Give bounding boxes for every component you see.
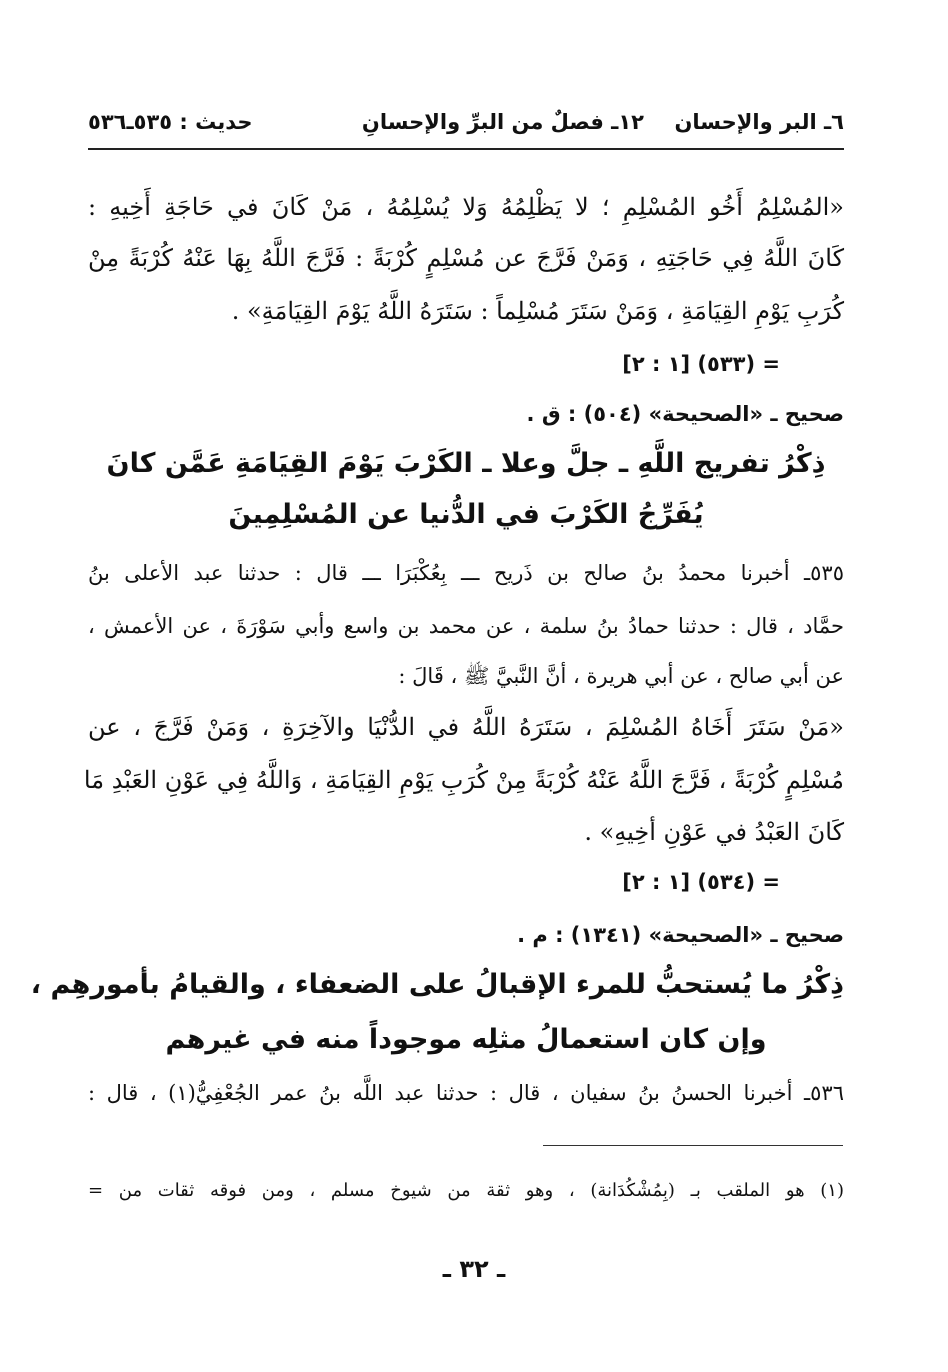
reference-line: = (٥٣٤) [١ : ٢] xyxy=(622,870,780,894)
isnad-line: حمَّاد ، قال : حدثنا حمادُ بنُ سلمة ، عن محمد بن واسع وأبي سَوْرَةَ ، عن الأعمش ، xyxy=(88,614,844,638)
header-chapter: ٦ـ البر والإحسان xyxy=(674,110,844,134)
chapter-heading-line: ذِكْرُ تفريج اللَّهِ ـ جلَّ وعلا ـ الكَرْبَ يَوْمَ القِيَامَةِ عَمَّن كانَ xyxy=(106,448,826,479)
isnad-line: عن أبي صالح ، عن أبي هريرة ، أنَّ النَّبيَّ ﷺ ، قَالَ : xyxy=(398,664,844,688)
hadith-text-line: كَانَ اللَّهُ فِي حَاجَتِهِ ، وَمَنْ فَرَّجَ عن مُسْلِمٍ كُرْبَةً : فَرَّجَ اللَّهُ بِهَا عَنْهُ كُرْبَةً مِنْ xyxy=(88,244,844,272)
hadith-text-line: «مَنْ سَتَرَ أَخَاهُ المُسْلِمَ ، سَتَرَهُ اللَّهُ في الدُّنْيَا والآخِرَةِ ، وَمَنْ فَرَّجَ ، عن xyxy=(88,713,844,741)
header-section: ١٢ـ فصلٌ من البرِّ والإحسانِ xyxy=(361,110,644,134)
isnad-line: ٥٣٥ـ أخبرنا محمدُ بنُ صالح بن ذَريح ـــ بِعُكْبَرَا ـــ قال : حدثنا عبد الأعلى بنُ xyxy=(88,561,844,585)
hadith-text-line: مُسْلِمٍ كُرْبَةً ، فَرَّجَ اللَّهُ عَنْهُ كُرْبَةً مِنْ كُرَبِ يَوْمِ القِيَامَةِ ، وَاللَّهُ فِي عَوْنِ العَبْدِ مَا xyxy=(83,766,844,794)
footnote: (١) هو الملقب بـ (بِمُشْكُدَانة) ، وهو ثقة من شيوخ مسلم ، ومن فوقه ثقات من = xyxy=(88,1180,844,1201)
header-hadith-range: حديث : ٥٣٥ـ٥٣٦ xyxy=(88,110,253,134)
running-header xyxy=(88,110,844,150)
chapter-heading-line: ذِكْرُ ما يُستحبُّ للمرء الإقبالُ على الضعفاء ، والقيامُ بأمورهِم ، xyxy=(30,969,844,1000)
hadith-text-line: «المُسْلِمُ أَخُو المُسْلِمِ ؛ لا يَظْلِمُهُ وَلا يُسْلِمُهُ ، مَنْ كَانَ في حَاجَةِ أَخِيهِ : xyxy=(88,193,844,221)
chapter-heading-line: يُفَرِّجُ الكَرْبَ في الدُّنيا عن المُسْلِمِينَ xyxy=(228,499,704,530)
page-number: ـ ٣٢ ـ xyxy=(442,1255,506,1283)
hadith-text-line: كَانَ العَبْدُ في عَوْنِ أخِيهِ» . xyxy=(584,818,844,846)
isnad-line: ٥٣٦ـ أخبرنا الحسنُ بنُ سفيان ، قال : حدثنا عبد اللَّه بنُ عمر الجُعْفِيُّ(١) ، قال : xyxy=(88,1081,844,1105)
hadith-text-line: كُرَبِ يَوْمِ القِيَامَةِ ، وَمَنْ سَتَرَ مُسْلِماً : سَتَرَهُ اللَّهُ يَوْمَ القِيَامَةِ» . xyxy=(231,297,844,325)
header-rule xyxy=(88,148,844,150)
footnote-rule xyxy=(543,1145,843,1146)
chapter-heading-line: وإن كان استعمالُ مثلِه موجوداً منه في غيرهم xyxy=(165,1024,767,1055)
grading-line: صحيح ـ «الصحيحة» (٥٠٤) : ق . xyxy=(526,402,844,426)
grading-line: صحيح ـ «الصحيحة» (١٣٤١) : م . xyxy=(517,923,844,947)
reference-line: = (٥٣٣) [١ : ٢] xyxy=(622,352,780,376)
